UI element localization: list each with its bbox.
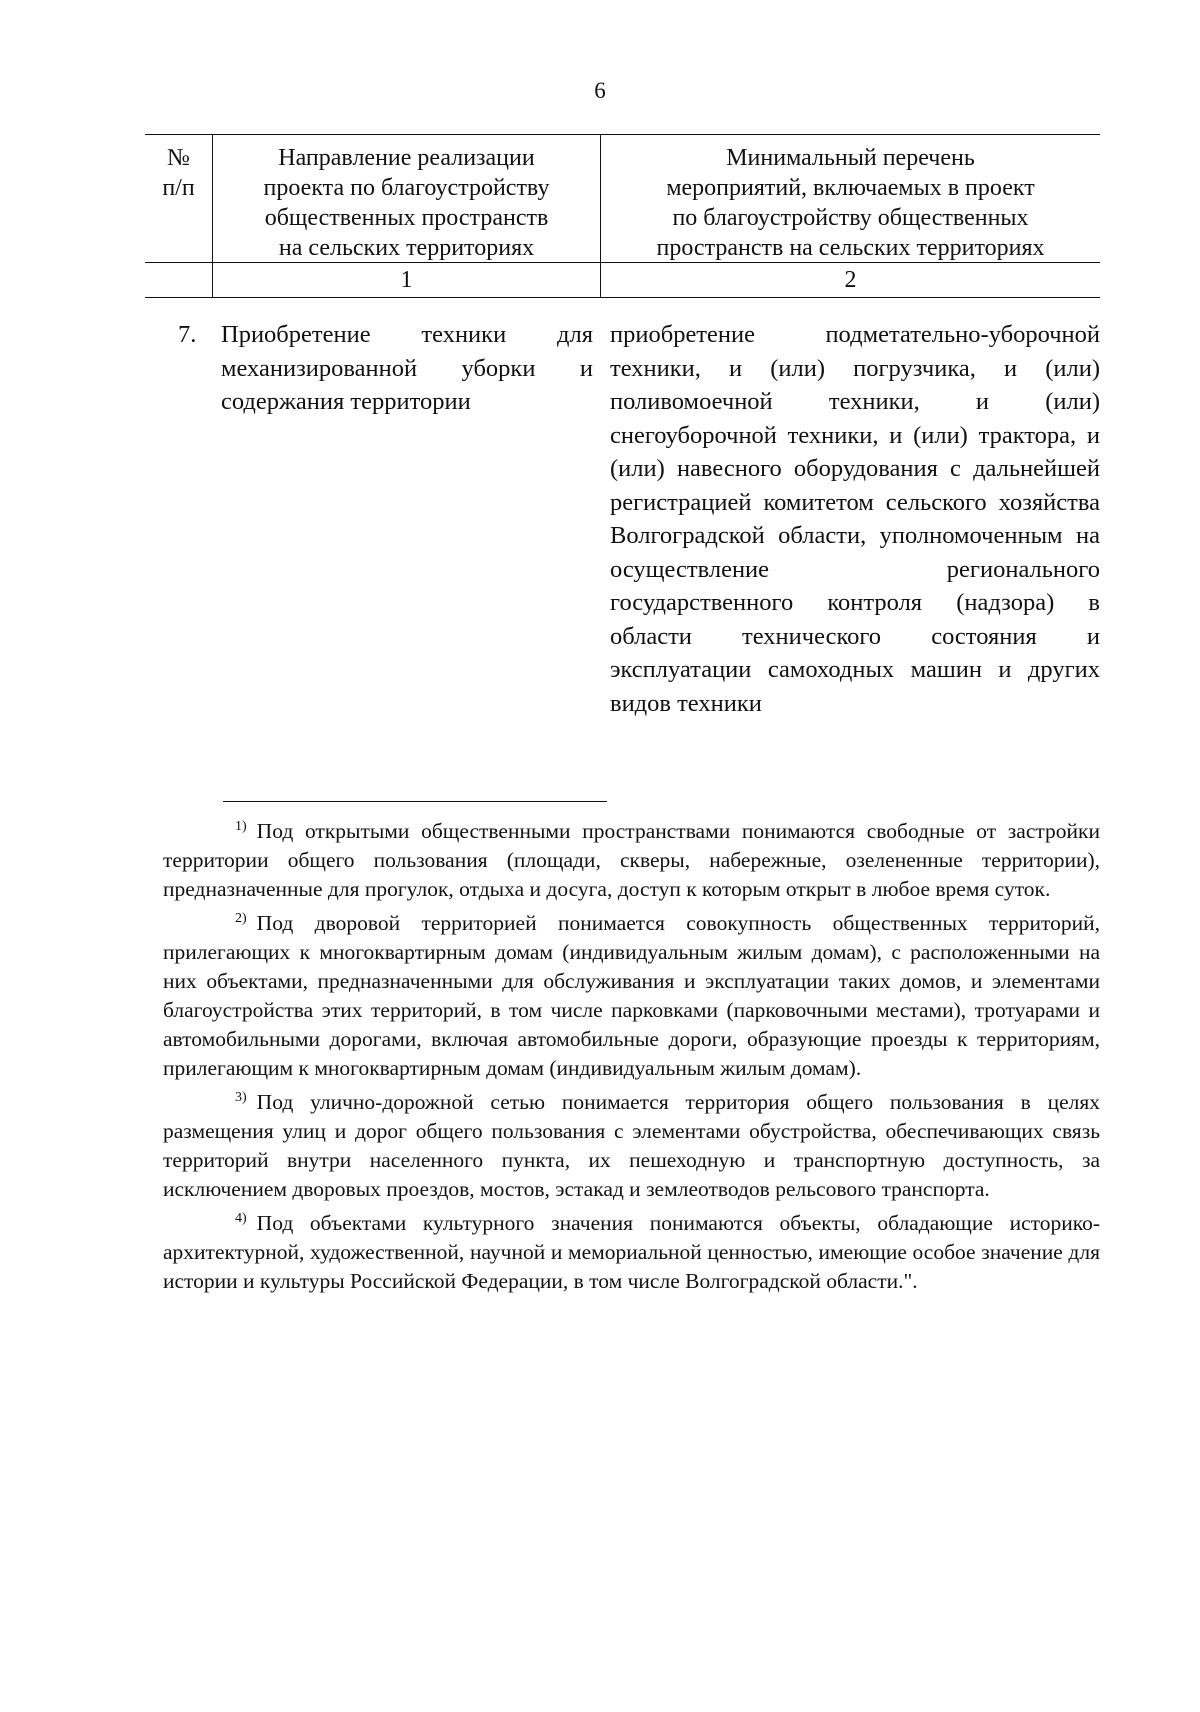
table-column-numbers-row	[145, 263, 1100, 297]
page-number: 6	[594, 78, 606, 103]
column-number-empty	[145, 263, 213, 297]
column-number-2: 2	[844, 267, 857, 293]
footnote-mark: 2)	[235, 911, 247, 926]
footnote-mark: 1)	[235, 819, 247, 834]
row-number: 7.	[178, 321, 197, 348]
table-header	[145, 134, 1100, 298]
footnote-text: Под улично-дорожной сетью понимается территория общего пользования в целях размещения улиц и дорог общего пользования с элементами обустройства, обеспечивающих связь территорий внутри населенного пункта, их пешеходную и транспортную доступность, за исключением дворовых проездов, мостов, эстакад и землеотводов рельсового транспорта.	[163, 1090, 1100, 1201]
footnote-2	[163, 904, 1100, 1083]
header-col-measures: Минимальный перечень мероприятий, включаемых в проект по благоустройству общественных пространств на сельских территориях	[656, 145, 1045, 261]
footnote-mark: 4)	[235, 1211, 247, 1226]
footnotes	[163, 812, 1100, 1296]
row-measures: приобретение подметательно-уборочной техники, и (или) погрузчика, и (или) поливомоечной техники, и (или) снегоуборочной техники, и (или) трактора, и (или) навесного оборудования с дальнейшей регистрацией комитетом сельского хозяйства Волгоградской области, уполномоченным на осуществление регионального государственного контроля (надзора) в области технического состояния и эксплуатации самоходных машин и других видов техники	[610, 321, 1100, 717]
header-col-number: № п/п	[145, 135, 213, 262]
column-number-1: 1	[213, 263, 601, 297]
footnote-4	[163, 1204, 1100, 1296]
footnote-text: Под объектами культурного значения понимаются объекты, обладающие историко-архитектурной, художественной, научной и мемориальной ценностью, имеющие особое значение для истории и культуры Российской Федерации, в том числе Волгоградской области.".	[163, 1211, 1100, 1293]
footnote-3	[163, 1083, 1100, 1204]
table-header-row	[145, 135, 1100, 263]
row-direction: Приобретение техники для механизированной уборки и содержания территории	[221, 321, 593, 415]
footnote-1	[163, 812, 1100, 904]
header-col-direction: Направление реализации проекта по благоустройству общественных пространств на сельских территориях	[213, 135, 601, 262]
footnote-text: Под дворовой территорией понимается совокупность общественных территорий, прилегающих к многоквартирным домам (индивидуальным жилым домам), с расположенными на них объектами, предназначенными для обслуживания и эксплуатации таких домов, и элементами благоустройства этих территорий, в том числе парковками (парковочными местами), тротуарами и автомобильными дорогами, включая автомобильные дороги, образующие проезды к территориям, прилегающим к многоквартирным домам (индивидуальным жилым домам).	[163, 911, 1100, 1080]
footnote-separator	[223, 801, 607, 802]
footnote-mark: 3)	[235, 1090, 247, 1105]
footnote-text: Под открытыми общественными пространствами понимаются свободные от застройки территории общего пользования (площади, скверы, набережные, озелененные территории), предназначенные для прогулок, отдыха и досуга, доступ к которым открыт в любое время суток.	[163, 819, 1100, 901]
